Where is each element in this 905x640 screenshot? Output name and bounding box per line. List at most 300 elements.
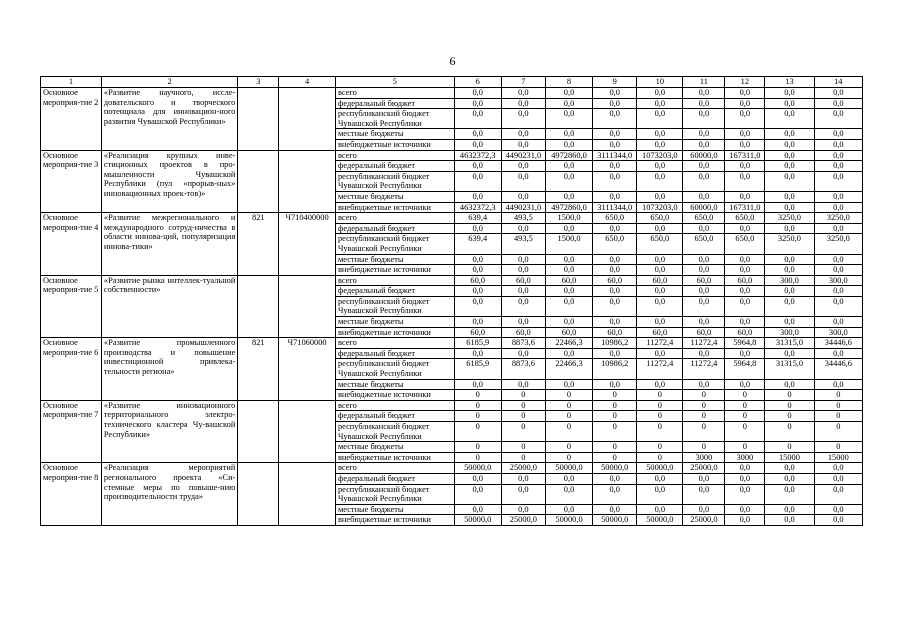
value-cell: 0,0 bbox=[765, 150, 814, 161]
value-cell: 0,0 bbox=[814, 296, 862, 316]
value-cell: 0,0 bbox=[593, 286, 637, 297]
value-cell: 0,0 bbox=[545, 98, 592, 109]
value-cell: 0,0 bbox=[545, 504, 592, 515]
value-cell: 167311,0 bbox=[725, 202, 765, 213]
column-header: 2 bbox=[101, 77, 237, 88]
value-cell: 0,0 bbox=[683, 109, 725, 129]
value-cell: 0,0 bbox=[683, 473, 725, 484]
value-cell: 0,0 bbox=[814, 379, 862, 390]
value-cell: 0,0 bbox=[501, 504, 545, 515]
budget-code-cell: Ч710400000 bbox=[279, 213, 336, 276]
value-cell: 60,0 bbox=[454, 275, 501, 286]
value-cell: 0,0 bbox=[765, 265, 814, 276]
activity-type-cell: Основное мероприя-тие 5 bbox=[41, 275, 102, 338]
value-cell: 0,0 bbox=[545, 139, 592, 150]
value-cell: 0,0 bbox=[454, 265, 501, 276]
activity-name-cell: «Развитие научного, иссле-довательского и творческого потенциала для инновацион-ного развития Чувашской Республики» bbox=[101, 88, 237, 151]
page-number: 6 bbox=[449, 54, 456, 68]
value-cell: 0,0 bbox=[725, 171, 765, 191]
value-cell: 0 bbox=[454, 452, 501, 463]
table-row bbox=[41, 88, 863, 99]
column-header: 10 bbox=[637, 77, 683, 88]
value-cell: 60,0 bbox=[545, 275, 592, 286]
value-cell: 0,0 bbox=[593, 265, 637, 276]
value-cell: 0,0 bbox=[814, 171, 862, 191]
value-cell: 50000,0 bbox=[545, 463, 592, 474]
value-cell: 1500,0 bbox=[545, 234, 592, 254]
value-cell: 0,0 bbox=[814, 463, 862, 474]
value-cell: 0,0 bbox=[765, 515, 814, 526]
value-cell: 3111344,0 bbox=[593, 202, 637, 213]
value-cell: 0 bbox=[683, 422, 725, 442]
funding-source-cell: местные бюджеты bbox=[335, 191, 454, 202]
value-cell: 0,0 bbox=[765, 254, 814, 265]
column-header: 11 bbox=[683, 77, 725, 88]
funding-source-cell: республиканский бюджет Чувашской Республики bbox=[335, 109, 454, 129]
value-cell: 3250,0 bbox=[814, 234, 862, 254]
activity-type-cell: Основное мероприя-тие 2 bbox=[41, 88, 102, 151]
value-cell: 0,0 bbox=[593, 254, 637, 265]
funding-source-cell: всего bbox=[335, 213, 454, 224]
column-header: 14 bbox=[814, 77, 862, 88]
value-cell: 0,0 bbox=[814, 265, 862, 276]
value-cell: 0,0 bbox=[765, 296, 814, 316]
value-cell: 0,0 bbox=[545, 254, 592, 265]
value-cell: 0,0 bbox=[545, 484, 592, 504]
value-cell: 60000,0 bbox=[683, 202, 725, 213]
value-cell: 0,0 bbox=[814, 317, 862, 328]
value-cell: 0,0 bbox=[637, 139, 683, 150]
value-cell: 0,0 bbox=[765, 484, 814, 504]
value-cell: 0 bbox=[637, 422, 683, 442]
funding-source-cell: внебюджетные источники bbox=[335, 452, 454, 463]
value-cell: 300,0 bbox=[765, 327, 814, 338]
activity-name-cell: «Развитие рынка интеллек-туальной собственности» bbox=[101, 275, 237, 338]
value-cell: 0,0 bbox=[683, 379, 725, 390]
value-cell: 3250,0 bbox=[765, 234, 814, 254]
value-cell: 0,0 bbox=[683, 98, 725, 109]
funding-source-cell: республиканский бюджет Чувашской Республики bbox=[335, 296, 454, 316]
value-cell: 31315,0 bbox=[765, 359, 814, 379]
value-cell: 0,0 bbox=[683, 129, 725, 140]
value-cell: 0,0 bbox=[765, 139, 814, 150]
value-cell: 0 bbox=[814, 422, 862, 442]
value-cell: 0 bbox=[454, 442, 501, 453]
value-cell: 0 bbox=[637, 452, 683, 463]
value-cell: 0,0 bbox=[814, 150, 862, 161]
funding-source-cell: республиканский бюджет Чувашской Республики bbox=[335, 484, 454, 504]
value-cell: 50000,0 bbox=[593, 463, 637, 474]
value-cell: 31315,0 bbox=[765, 338, 814, 349]
value-cell: 50000,0 bbox=[454, 463, 501, 474]
header-row bbox=[41, 77, 863, 88]
value-cell: 0,0 bbox=[765, 473, 814, 484]
value-cell: 0 bbox=[765, 422, 814, 442]
value-cell: 0,0 bbox=[501, 223, 545, 234]
value-cell: 0,0 bbox=[593, 109, 637, 129]
value-cell: 0,0 bbox=[454, 348, 501, 359]
value-cell: 0,0 bbox=[725, 504, 765, 515]
value-cell: 4490231,0 bbox=[501, 150, 545, 161]
activity-name-cell: «Реализация мероприятий регионального проекта «Си-стемные меры по повыше-нию производительности труда» bbox=[101, 463, 237, 526]
value-cell: 0,0 bbox=[725, 88, 765, 99]
value-cell: 0,0 bbox=[454, 171, 501, 191]
value-cell: 0,0 bbox=[454, 504, 501, 515]
value-cell: 60,0 bbox=[501, 327, 545, 338]
value-cell: 0,0 bbox=[637, 265, 683, 276]
value-cell: 15000 bbox=[765, 452, 814, 463]
value-cell: 0,0 bbox=[545, 171, 592, 191]
column-header: 7 bbox=[501, 77, 545, 88]
grbs-code-cell bbox=[238, 275, 279, 338]
value-cell: 0,0 bbox=[454, 161, 501, 172]
value-cell: 60,0 bbox=[454, 327, 501, 338]
value-cell: 0,0 bbox=[637, 223, 683, 234]
value-cell: 0,0 bbox=[765, 98, 814, 109]
value-cell: 0,0 bbox=[501, 286, 545, 297]
value-cell: 0,0 bbox=[725, 296, 765, 316]
value-cell: 3000 bbox=[683, 452, 725, 463]
value-cell: 0 bbox=[454, 400, 501, 411]
value-cell: 0,0 bbox=[454, 223, 501, 234]
value-cell: 0,0 bbox=[545, 223, 592, 234]
value-cell: 0 bbox=[725, 390, 765, 401]
value-cell: 3111344,0 bbox=[593, 150, 637, 161]
column-header: 3 bbox=[238, 77, 279, 88]
funding-source-cell: федеральный бюджет bbox=[335, 473, 454, 484]
value-cell: 0 bbox=[683, 411, 725, 422]
value-cell: 25000,0 bbox=[683, 515, 725, 526]
budget-code-cell bbox=[279, 88, 336, 151]
funding-source-cell: федеральный бюджет bbox=[335, 348, 454, 359]
value-cell: 50000,0 bbox=[593, 515, 637, 526]
column-header: 9 bbox=[593, 77, 637, 88]
value-cell: 0 bbox=[814, 411, 862, 422]
budget-code-cell bbox=[279, 150, 336, 213]
value-cell: 0,0 bbox=[593, 473, 637, 484]
value-cell: 0,0 bbox=[725, 139, 765, 150]
value-cell: 0 bbox=[501, 400, 545, 411]
value-cell: 0,0 bbox=[814, 484, 862, 504]
value-cell: 0,0 bbox=[637, 504, 683, 515]
value-cell: 0,0 bbox=[765, 171, 814, 191]
value-cell: 60,0 bbox=[637, 327, 683, 338]
value-cell: 3000 bbox=[725, 452, 765, 463]
value-cell: 493,5 bbox=[501, 234, 545, 254]
value-cell: 650,0 bbox=[683, 213, 725, 224]
value-cell: 0 bbox=[501, 422, 545, 442]
value-cell: 0,0 bbox=[454, 379, 501, 390]
value-cell: 0,0 bbox=[683, 254, 725, 265]
value-cell: 11272,4 bbox=[637, 338, 683, 349]
value-cell: 0,0 bbox=[545, 265, 592, 276]
value-cell: 0,0 bbox=[545, 88, 592, 99]
value-cell: 0,0 bbox=[501, 109, 545, 129]
activity-name-cell: «Реализация крупных инве-стиционных проектов в про-мышленности Чувашской Республики (пул «прорыв-ных» инновационных проек-тов)» bbox=[101, 150, 237, 213]
value-cell: 0,0 bbox=[545, 473, 592, 484]
value-cell: 0,0 bbox=[814, 98, 862, 109]
value-cell: 0,0 bbox=[725, 129, 765, 140]
value-cell: 25000,0 bbox=[501, 515, 545, 526]
value-cell: 0,0 bbox=[637, 484, 683, 504]
value-cell: 0,0 bbox=[545, 109, 592, 129]
table-header bbox=[41, 77, 863, 88]
value-cell: 10986,2 bbox=[593, 359, 637, 379]
value-cell: 60000,0 bbox=[683, 150, 725, 161]
value-cell: 25000,0 bbox=[501, 463, 545, 474]
value-cell: 0,0 bbox=[593, 484, 637, 504]
value-cell: 50000,0 bbox=[637, 463, 683, 474]
column-header: 13 bbox=[765, 77, 814, 88]
value-cell: 650,0 bbox=[593, 213, 637, 224]
funding-source-cell: республиканский бюджет Чувашской Республики bbox=[335, 422, 454, 442]
value-cell: 0,0 bbox=[501, 265, 545, 276]
funding-source-cell: внебюджетные источники bbox=[335, 390, 454, 401]
value-cell: 650,0 bbox=[725, 234, 765, 254]
value-cell: 300,0 bbox=[814, 327, 862, 338]
value-cell: 0,0 bbox=[683, 265, 725, 276]
value-cell: 0,0 bbox=[501, 139, 545, 150]
budget-code-cell bbox=[279, 463, 336, 526]
budget-table bbox=[40, 76, 863, 526]
value-cell: 8873,6 bbox=[501, 338, 545, 349]
value-cell: 0,0 bbox=[814, 88, 862, 99]
value-cell: 0,0 bbox=[593, 98, 637, 109]
value-cell: 0 bbox=[545, 411, 592, 422]
value-cell: 60,0 bbox=[545, 327, 592, 338]
funding-source-cell: федеральный бюджет bbox=[335, 411, 454, 422]
value-cell: 0,0 bbox=[725, 109, 765, 129]
value-cell: 1500,0 bbox=[545, 213, 592, 224]
budget-code-cell bbox=[279, 275, 336, 338]
value-cell: 0,0 bbox=[501, 317, 545, 328]
value-cell: 22466,3 bbox=[545, 359, 592, 379]
column-header: 6 bbox=[454, 77, 501, 88]
value-cell: 0,0 bbox=[501, 379, 545, 390]
value-cell: 4972860,0 bbox=[545, 202, 592, 213]
value-cell: 0,0 bbox=[501, 296, 545, 316]
value-cell: 0,0 bbox=[454, 139, 501, 150]
value-cell: 0,0 bbox=[725, 379, 765, 390]
value-cell: 0,0 bbox=[593, 296, 637, 316]
value-cell: 34446,6 bbox=[814, 359, 862, 379]
value-cell: 0,0 bbox=[725, 286, 765, 297]
value-cell: 0 bbox=[637, 400, 683, 411]
value-cell: 0,0 bbox=[593, 88, 637, 99]
value-cell: 0,0 bbox=[725, 265, 765, 276]
table-row bbox=[41, 213, 863, 224]
value-cell: 5964,8 bbox=[725, 359, 765, 379]
value-cell: 0,0 bbox=[814, 286, 862, 297]
funding-source-cell: местные бюджеты bbox=[335, 442, 454, 453]
value-cell: 11272,4 bbox=[683, 359, 725, 379]
value-cell: 0,0 bbox=[765, 317, 814, 328]
activity-type-cell: Основное мероприя-тие 3 bbox=[41, 150, 102, 213]
value-cell: 22466,3 bbox=[545, 338, 592, 349]
value-cell: 0,0 bbox=[637, 296, 683, 316]
grbs-code-cell: 821 bbox=[238, 213, 279, 276]
value-cell: 0 bbox=[637, 390, 683, 401]
value-cell: 0,0 bbox=[814, 202, 862, 213]
value-cell: 0 bbox=[545, 442, 592, 453]
value-cell: 60,0 bbox=[683, 275, 725, 286]
value-cell: 4632372,3 bbox=[454, 202, 501, 213]
value-cell: 0,0 bbox=[501, 161, 545, 172]
value-cell: 0,0 bbox=[725, 463, 765, 474]
value-cell: 0 bbox=[725, 442, 765, 453]
value-cell: 0 bbox=[501, 390, 545, 401]
value-cell: 1073203,0 bbox=[637, 150, 683, 161]
value-cell: 60,0 bbox=[637, 275, 683, 286]
value-cell: 0,0 bbox=[683, 348, 725, 359]
value-cell: 0,0 bbox=[593, 223, 637, 234]
value-cell: 0,0 bbox=[501, 348, 545, 359]
value-cell: 0 bbox=[814, 442, 862, 453]
value-cell: 0 bbox=[683, 400, 725, 411]
value-cell: 0,0 bbox=[814, 473, 862, 484]
value-cell: 0,0 bbox=[814, 348, 862, 359]
table-body bbox=[41, 88, 863, 526]
value-cell: 0 bbox=[814, 390, 862, 401]
value-cell: 0,0 bbox=[814, 161, 862, 172]
value-cell: 0,0 bbox=[545, 348, 592, 359]
value-cell: 0,0 bbox=[765, 286, 814, 297]
value-cell: 5964,8 bbox=[725, 338, 765, 349]
funding-source-cell: всего bbox=[335, 88, 454, 99]
value-cell: 0,0 bbox=[454, 88, 501, 99]
funding-source-cell: местные бюджеты bbox=[335, 129, 454, 140]
value-cell: 0 bbox=[593, 452, 637, 463]
funding-source-cell: местные бюджеты bbox=[335, 317, 454, 328]
value-cell: 60,0 bbox=[593, 275, 637, 286]
value-cell: 300,0 bbox=[765, 275, 814, 286]
value-cell: 0 bbox=[765, 400, 814, 411]
funding-source-cell: местные бюджеты bbox=[335, 254, 454, 265]
value-cell: 0 bbox=[454, 411, 501, 422]
value-cell: 0,0 bbox=[454, 129, 501, 140]
value-cell: 0,0 bbox=[637, 254, 683, 265]
grbs-code-cell bbox=[238, 400, 279, 463]
value-cell: 0,0 bbox=[765, 463, 814, 474]
value-cell: 0,0 bbox=[765, 348, 814, 359]
value-cell: 3250,0 bbox=[814, 213, 862, 224]
funding-source-cell: всего bbox=[335, 463, 454, 474]
funding-source-cell: внебюджетные источники bbox=[335, 139, 454, 150]
value-cell: 0,0 bbox=[725, 254, 765, 265]
grbs-code-cell: 821 bbox=[238, 338, 279, 401]
value-cell: 0 bbox=[545, 422, 592, 442]
value-cell: 60,0 bbox=[683, 327, 725, 338]
value-cell: 0,0 bbox=[545, 296, 592, 316]
value-cell: 0 bbox=[765, 411, 814, 422]
value-cell: 0 bbox=[814, 400, 862, 411]
value-cell: 6185,9 bbox=[454, 359, 501, 379]
activity-name-cell: «Развитие промышленного производства и повышение инвестиционной привлека-тельности региона» bbox=[101, 338, 237, 401]
value-cell: 0 bbox=[454, 422, 501, 442]
funding-source-cell: всего bbox=[335, 338, 454, 349]
value-cell: 0,0 bbox=[814, 254, 862, 265]
funding-source-cell: федеральный бюджет bbox=[335, 286, 454, 297]
grbs-code-cell bbox=[238, 463, 279, 526]
value-cell: 0,0 bbox=[765, 161, 814, 172]
value-cell: 0,0 bbox=[725, 191, 765, 202]
value-cell: 4632372,3 bbox=[454, 150, 501, 161]
value-cell: 0,0 bbox=[593, 504, 637, 515]
funding-source-cell: федеральный бюджет bbox=[335, 98, 454, 109]
table-row bbox=[41, 338, 863, 349]
value-cell: 0,0 bbox=[683, 286, 725, 297]
value-cell: 0,0 bbox=[454, 286, 501, 297]
value-cell: 60,0 bbox=[725, 275, 765, 286]
column-header: 5 bbox=[335, 77, 454, 88]
activity-type-cell: Основное мероприя-тие 7 bbox=[41, 400, 102, 463]
value-cell: 0,0 bbox=[454, 98, 501, 109]
value-cell: 0,0 bbox=[683, 223, 725, 234]
value-cell: 50000,0 bbox=[545, 515, 592, 526]
value-cell: 0,0 bbox=[683, 504, 725, 515]
value-cell: 0,0 bbox=[501, 98, 545, 109]
value-cell: 4972860,0 bbox=[545, 150, 592, 161]
value-cell: 0 bbox=[637, 442, 683, 453]
value-cell: 493,5 bbox=[501, 213, 545, 224]
value-cell: 0 bbox=[593, 390, 637, 401]
value-cell: 0 bbox=[637, 411, 683, 422]
activity-type-cell: Основное мероприя-тие 4 bbox=[41, 213, 102, 276]
value-cell: 0,0 bbox=[593, 191, 637, 202]
value-cell: 0,0 bbox=[683, 296, 725, 316]
value-cell: 0 bbox=[545, 390, 592, 401]
activity-type-cell: Основное мероприя-тие 6 bbox=[41, 338, 102, 401]
value-cell: 0,0 bbox=[725, 317, 765, 328]
value-cell: 0,0 bbox=[725, 484, 765, 504]
value-cell: 0,0 bbox=[725, 98, 765, 109]
value-cell: 0,0 bbox=[765, 88, 814, 99]
value-cell: 0 bbox=[725, 400, 765, 411]
funding-source-cell: всего bbox=[335, 275, 454, 286]
value-cell: 0,0 bbox=[683, 88, 725, 99]
value-cell: 0,0 bbox=[501, 254, 545, 265]
value-cell: 0,0 bbox=[683, 171, 725, 191]
budget-code-cell bbox=[279, 400, 336, 463]
value-cell: 0,0 bbox=[814, 504, 862, 515]
funding-source-cell: местные бюджеты bbox=[335, 379, 454, 390]
column-header: 1 bbox=[41, 77, 102, 88]
value-cell: 0 bbox=[593, 400, 637, 411]
grbs-code-cell bbox=[238, 88, 279, 151]
column-header: 12 bbox=[725, 77, 765, 88]
value-cell: 167311,0 bbox=[725, 150, 765, 161]
value-cell: 0,0 bbox=[454, 473, 501, 484]
value-cell: 0 bbox=[501, 452, 545, 463]
value-cell: 0,0 bbox=[545, 129, 592, 140]
value-cell: 0,0 bbox=[683, 161, 725, 172]
value-cell: 0,0 bbox=[501, 88, 545, 99]
funding-source-cell: внебюджетные источники bbox=[335, 265, 454, 276]
value-cell: 0 bbox=[545, 400, 592, 411]
value-cell: 0,0 bbox=[814, 191, 862, 202]
value-cell: 0,0 bbox=[593, 129, 637, 140]
value-cell: 0,0 bbox=[637, 109, 683, 129]
budget-code-cell: Ч71060000 bbox=[279, 338, 336, 401]
value-cell: 0,0 bbox=[765, 504, 814, 515]
value-cell: 0 bbox=[501, 442, 545, 453]
value-cell: 0 bbox=[765, 390, 814, 401]
value-cell: 0,0 bbox=[637, 379, 683, 390]
value-cell: 0,0 bbox=[683, 191, 725, 202]
value-cell: 639,4 bbox=[454, 213, 501, 224]
value-cell: 0,0 bbox=[725, 515, 765, 526]
value-cell: 0,0 bbox=[637, 161, 683, 172]
